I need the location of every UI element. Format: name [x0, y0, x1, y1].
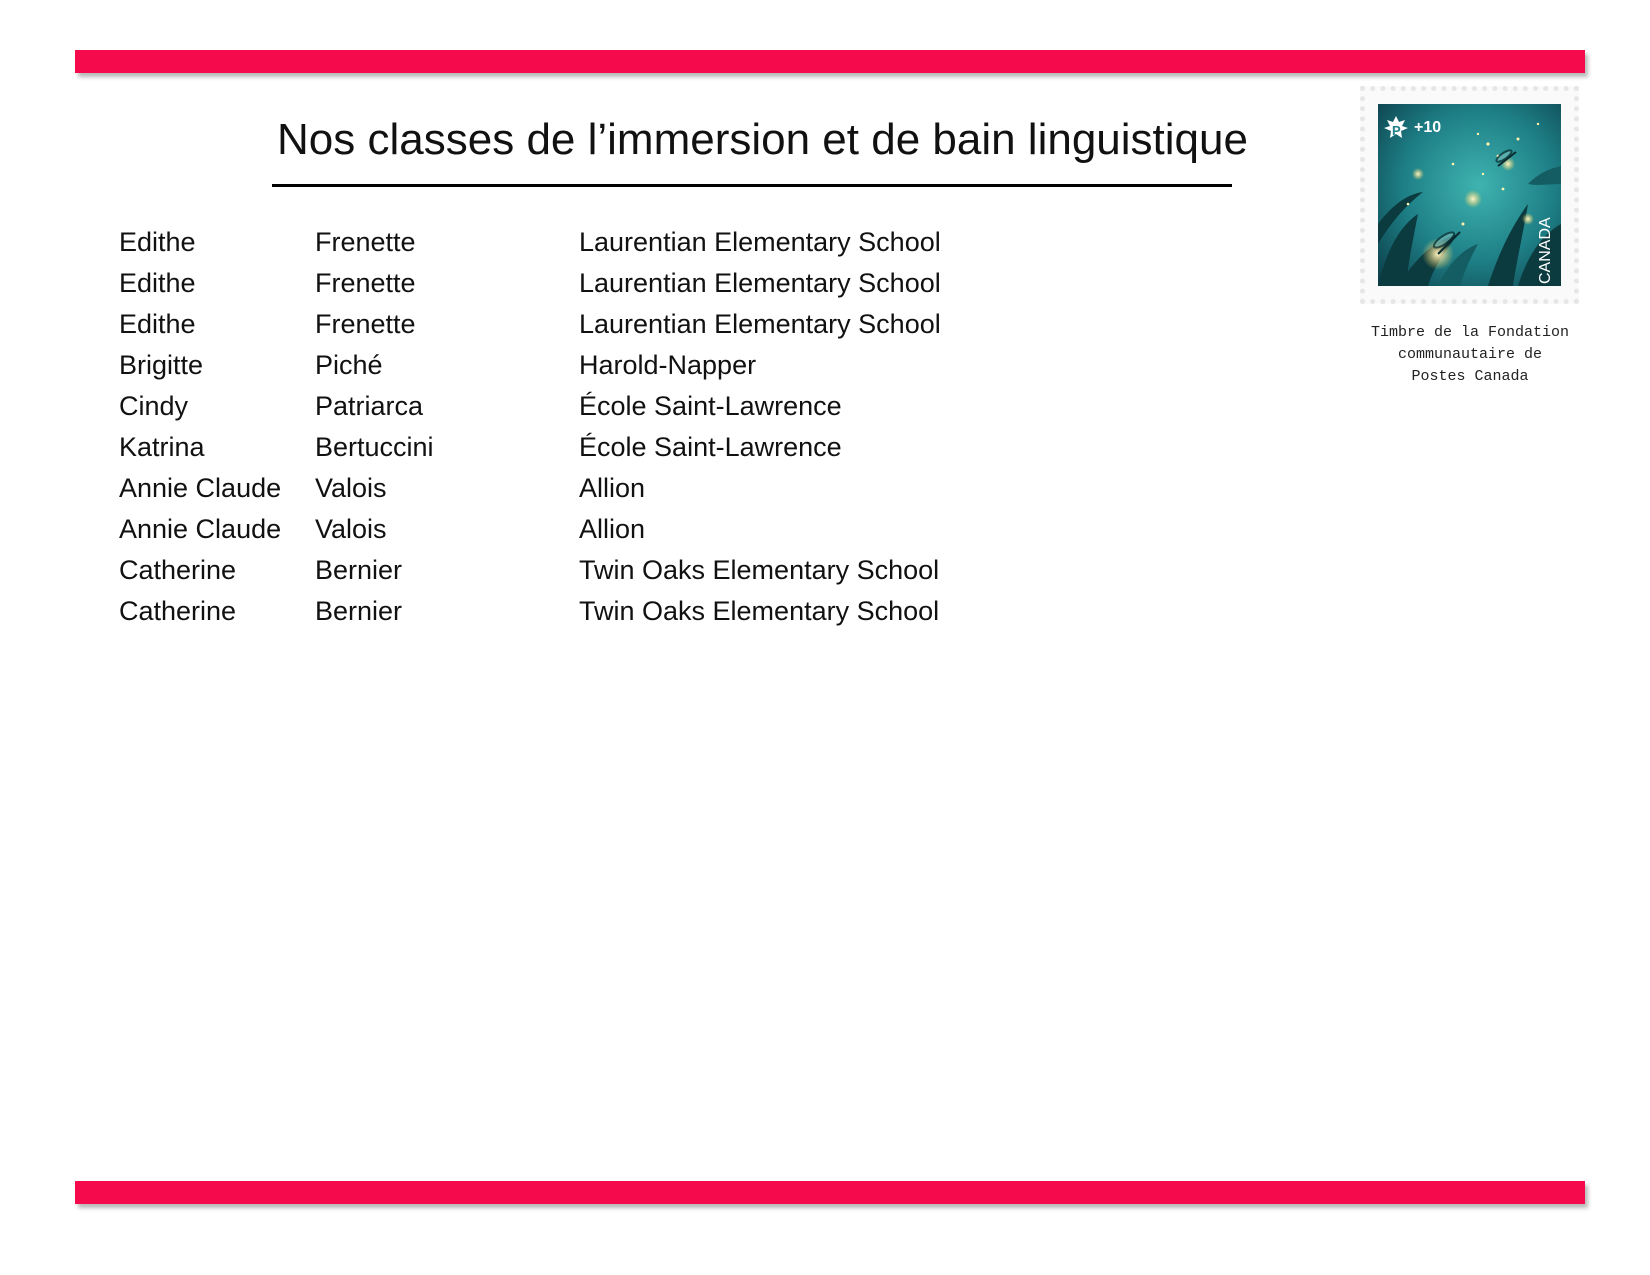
- stamp-denomination: +10: [1414, 119, 1442, 136]
- roster-row: [119, 427, 1019, 468]
- school-name: Twin Oaks Elementary School: [579, 555, 940, 585]
- stamp-caption-line: communautaire de: [1397, 346, 1543, 363]
- last-name: Bertuccini: [315, 432, 434, 462]
- roster-row: [119, 468, 1019, 509]
- first-name: Annie Claude: [119, 514, 282, 544]
- roster-row: [119, 509, 1019, 550]
- first-name: Catherine: [119, 596, 237, 626]
- school-name: Laurentian Elementary School: [579, 309, 941, 339]
- postage-stamp: [1360, 86, 1579, 304]
- school-name: Allion: [579, 514, 646, 544]
- school-name: Laurentian Elementary School: [579, 268, 941, 298]
- svg-text:P: P: [1392, 123, 1401, 138]
- stamp-caption: [1350, 322, 1590, 388]
- roster-row: [119, 345, 1019, 386]
- roster-row: [119, 304, 1019, 345]
- last-name: Valois: [315, 473, 387, 503]
- page-title: Nos classes de l’immersion et de bain linguistique: [277, 115, 1248, 164]
- last-name: Frenette: [315, 268, 416, 298]
- stamp-artwork: [1378, 104, 1561, 286]
- school-name: Allion: [579, 473, 646, 503]
- first-name: Edithe: [119, 227, 196, 257]
- stamp-country: CANADA: [1537, 217, 1554, 284]
- first-name: Annie Claude: [119, 473, 282, 503]
- school-name: Twin Oaks Elementary School: [579, 596, 940, 626]
- school-name: Harold-Napper: [579, 350, 757, 380]
- last-name: Patriarca: [315, 391, 424, 421]
- top-accent-bar: [75, 50, 1585, 73]
- first-name: Katrina: [119, 432, 205, 462]
- first-name: Brigitte: [119, 350, 204, 380]
- stamp-caption-line: Timbre de la Fondation: [1370, 324, 1570, 341]
- teacher-roster: [119, 222, 1019, 632]
- last-name: Bernier: [315, 596, 403, 626]
- stamp-caption-line: Postes Canada: [1411, 368, 1529, 385]
- first-name: Edithe: [119, 309, 196, 339]
- last-name: Frenette: [315, 309, 416, 339]
- last-name: Frenette: [315, 227, 416, 257]
- first-name: Edithe: [119, 268, 196, 298]
- first-name: Cindy: [119, 391, 189, 421]
- bottom-accent-bar: [75, 1181, 1585, 1204]
- last-name: Bernier: [315, 555, 403, 585]
- last-name: Piché: [315, 350, 383, 380]
- roster-row: [119, 263, 1019, 304]
- last-name: Valois: [315, 514, 387, 544]
- roster-row: [119, 222, 1019, 263]
- title-underline: [272, 184, 1232, 187]
- school-name: École Saint-Lawrence: [579, 432, 842, 462]
- first-name: Catherine: [119, 555, 237, 585]
- roster-row: [119, 386, 1019, 427]
- roster-row: [119, 591, 1019, 632]
- school-name: Laurentian Elementary School: [579, 227, 941, 257]
- roster-row: [119, 550, 1019, 591]
- school-name: École Saint-Lawrence: [579, 391, 842, 421]
